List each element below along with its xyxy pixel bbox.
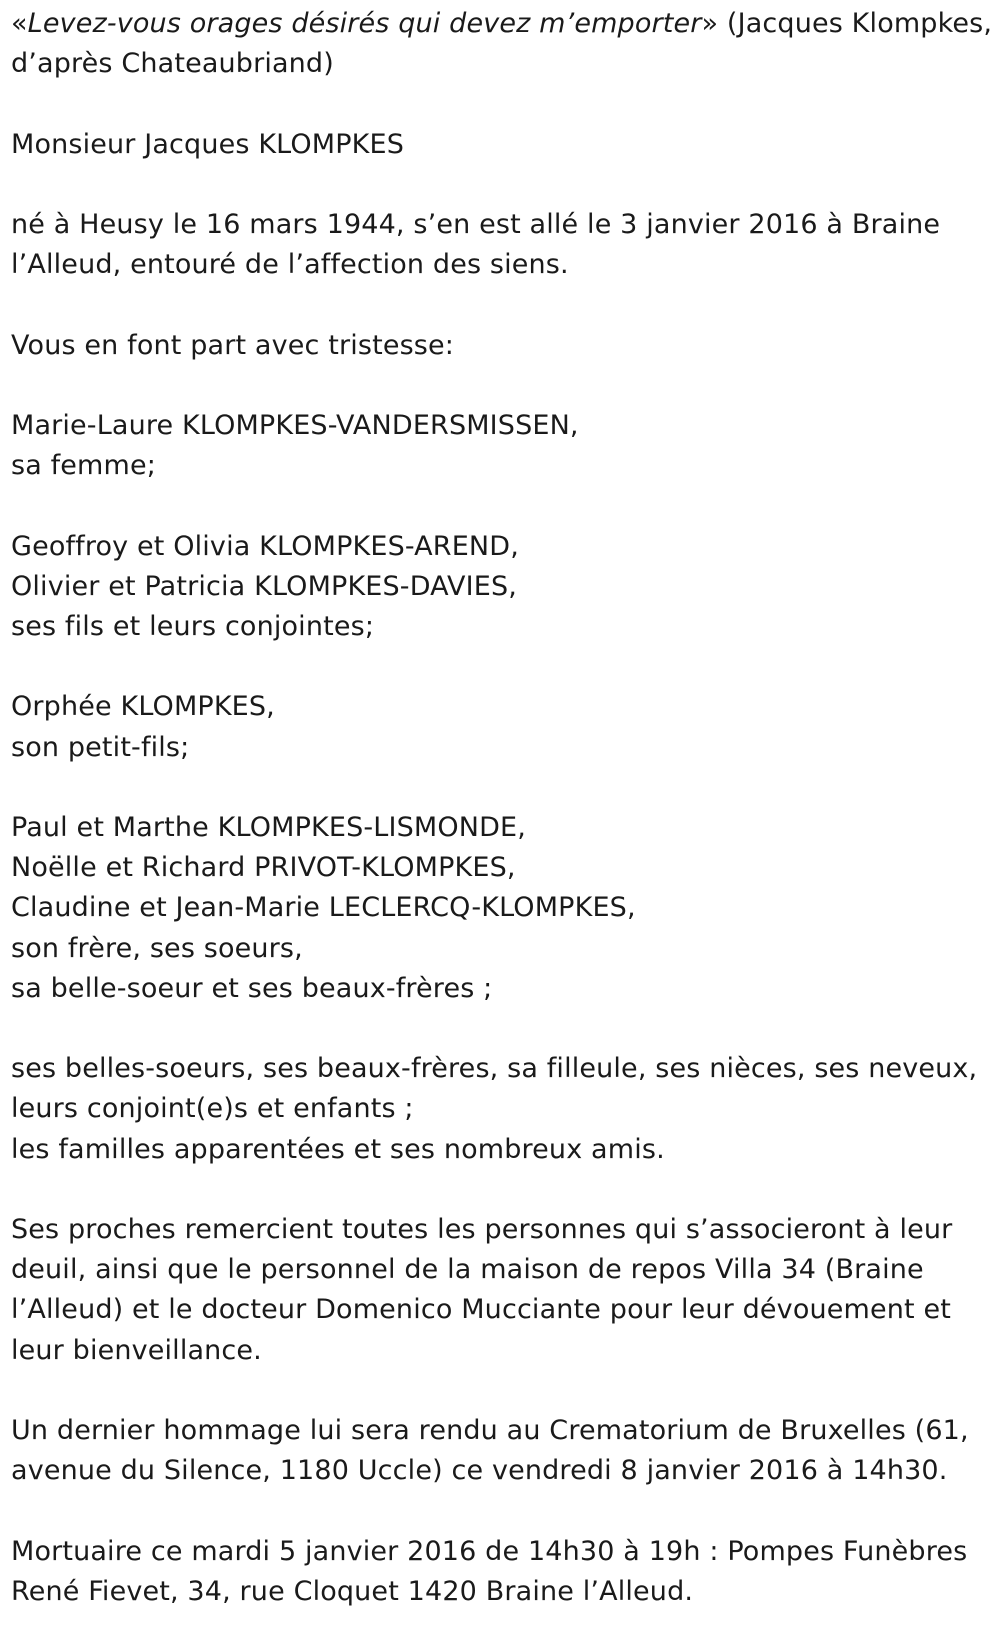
obituary-document <box>11 4 993 1652</box>
family-line: les familles apparentées et ses nombreux amis. <box>11 1133 665 1165</box>
family-line: Orphée KLOMPKES, <box>11 691 275 723</box>
family-line: son frère, ses soeurs, <box>11 932 303 964</box>
epigraph-attribution-line: d’après Chateaubriand) <box>11 48 334 80</box>
epigraph-close-quote: » <box>701 8 719 39</box>
family-line: Marie-Laure KLOMPKES-VANDERSMISSEN, <box>11 409 579 441</box>
epigraph-attribution: (Jacques Klompkes, <box>718 8 993 39</box>
ceremony-paragraph <box>11 1411 986 1491</box>
announcement-text: Vous en font part avec tristesse: <box>11 329 455 361</box>
family-line: sa femme; <box>11 450 156 482</box>
ceremony-line: avenue du Silence, 1180 Uccle) ce vendredi 8 janvier 2016 à 14h30. <box>11 1455 948 1487</box>
visitation-line: René Fievet, 34, rue Cloquet 1420 Braine l’Alleud. <box>11 1575 694 1607</box>
deceased-name <box>11 125 986 165</box>
family-line: leurs conjoint(e)s et enfants ; <box>11 1093 414 1125</box>
thanks-line: Ses proches remercient toutes les personnes qui s’associeront à leur <box>11 1213 953 1245</box>
family-sons <box>11 527 986 648</box>
epigraph-quote: Levez-vous orages désirés qui devez m’emporter <box>27 8 702 39</box>
birth-death-line: né à Heusy le 16 mars 1944, s’en est allé le 3 janvier 2016 à Braine <box>11 208 941 240</box>
epigraph-line-1 <box>11 4 993 44</box>
family-extended <box>11 1049 986 1170</box>
family-line: Geoffroy et Olivia KLOMPKES-AREND, <box>11 530 519 562</box>
family-spouse <box>11 406 986 486</box>
deceased-name-text: Monsieur Jacques KLOMPKES <box>11 128 405 160</box>
family-siblings <box>11 808 986 1009</box>
family-line: ses belles-soeurs, ses beaux-frères, sa filleule, ses nièces, ses neveux, <box>11 1053 978 1085</box>
epigraph <box>11 4 993 84</box>
family-line: Noëlle et Richard PRIVOT-KLOMPKES, <box>11 852 516 884</box>
thanks-paragraph <box>11 1210 986 1371</box>
family-line: Olivier et Patricia KLOMPKES-DAVIES, <box>11 570 518 602</box>
family-line: Paul et Marthe KLOMPKES-LISMONDE, <box>11 811 526 843</box>
visitation-paragraph <box>11 1532 986 1612</box>
family-line: sa belle-soeur et ses beaux-frères ; <box>11 972 493 1004</box>
visitation-line: Mortuaire ce mardi 5 janvier 2016 de 14h30 à 19h : Pompes Funèbres <box>11 1535 968 1567</box>
family-line: ses fils et leurs conjointes; <box>11 610 375 642</box>
ceremony-line: Un dernier hommage lui sera rendu au Crematorium de Bruxelles (61, <box>11 1414 969 1446</box>
birth-death-paragraph <box>11 205 986 285</box>
family-grandson <box>11 687 986 767</box>
family-line: Claudine et Jean-Marie LECLERCQ-KLOMPKES, <box>11 892 636 924</box>
thanks-line: leur bienveillance. <box>11 1334 262 1366</box>
thanks-line: deuil, ainsi que le personnel de la maison de repos Villa 34 (Braine <box>11 1254 924 1286</box>
announcement <box>11 326 986 366</box>
family-line: son petit-fils; <box>11 731 190 763</box>
thanks-line: l’Alleud) et le docteur Domenico Mucciante pour leur dévouement et <box>11 1294 951 1326</box>
birth-death-line: l’Alleud, entouré de l’affection des siens. <box>11 249 569 281</box>
epigraph-open-quote: « <box>11 8 28 39</box>
